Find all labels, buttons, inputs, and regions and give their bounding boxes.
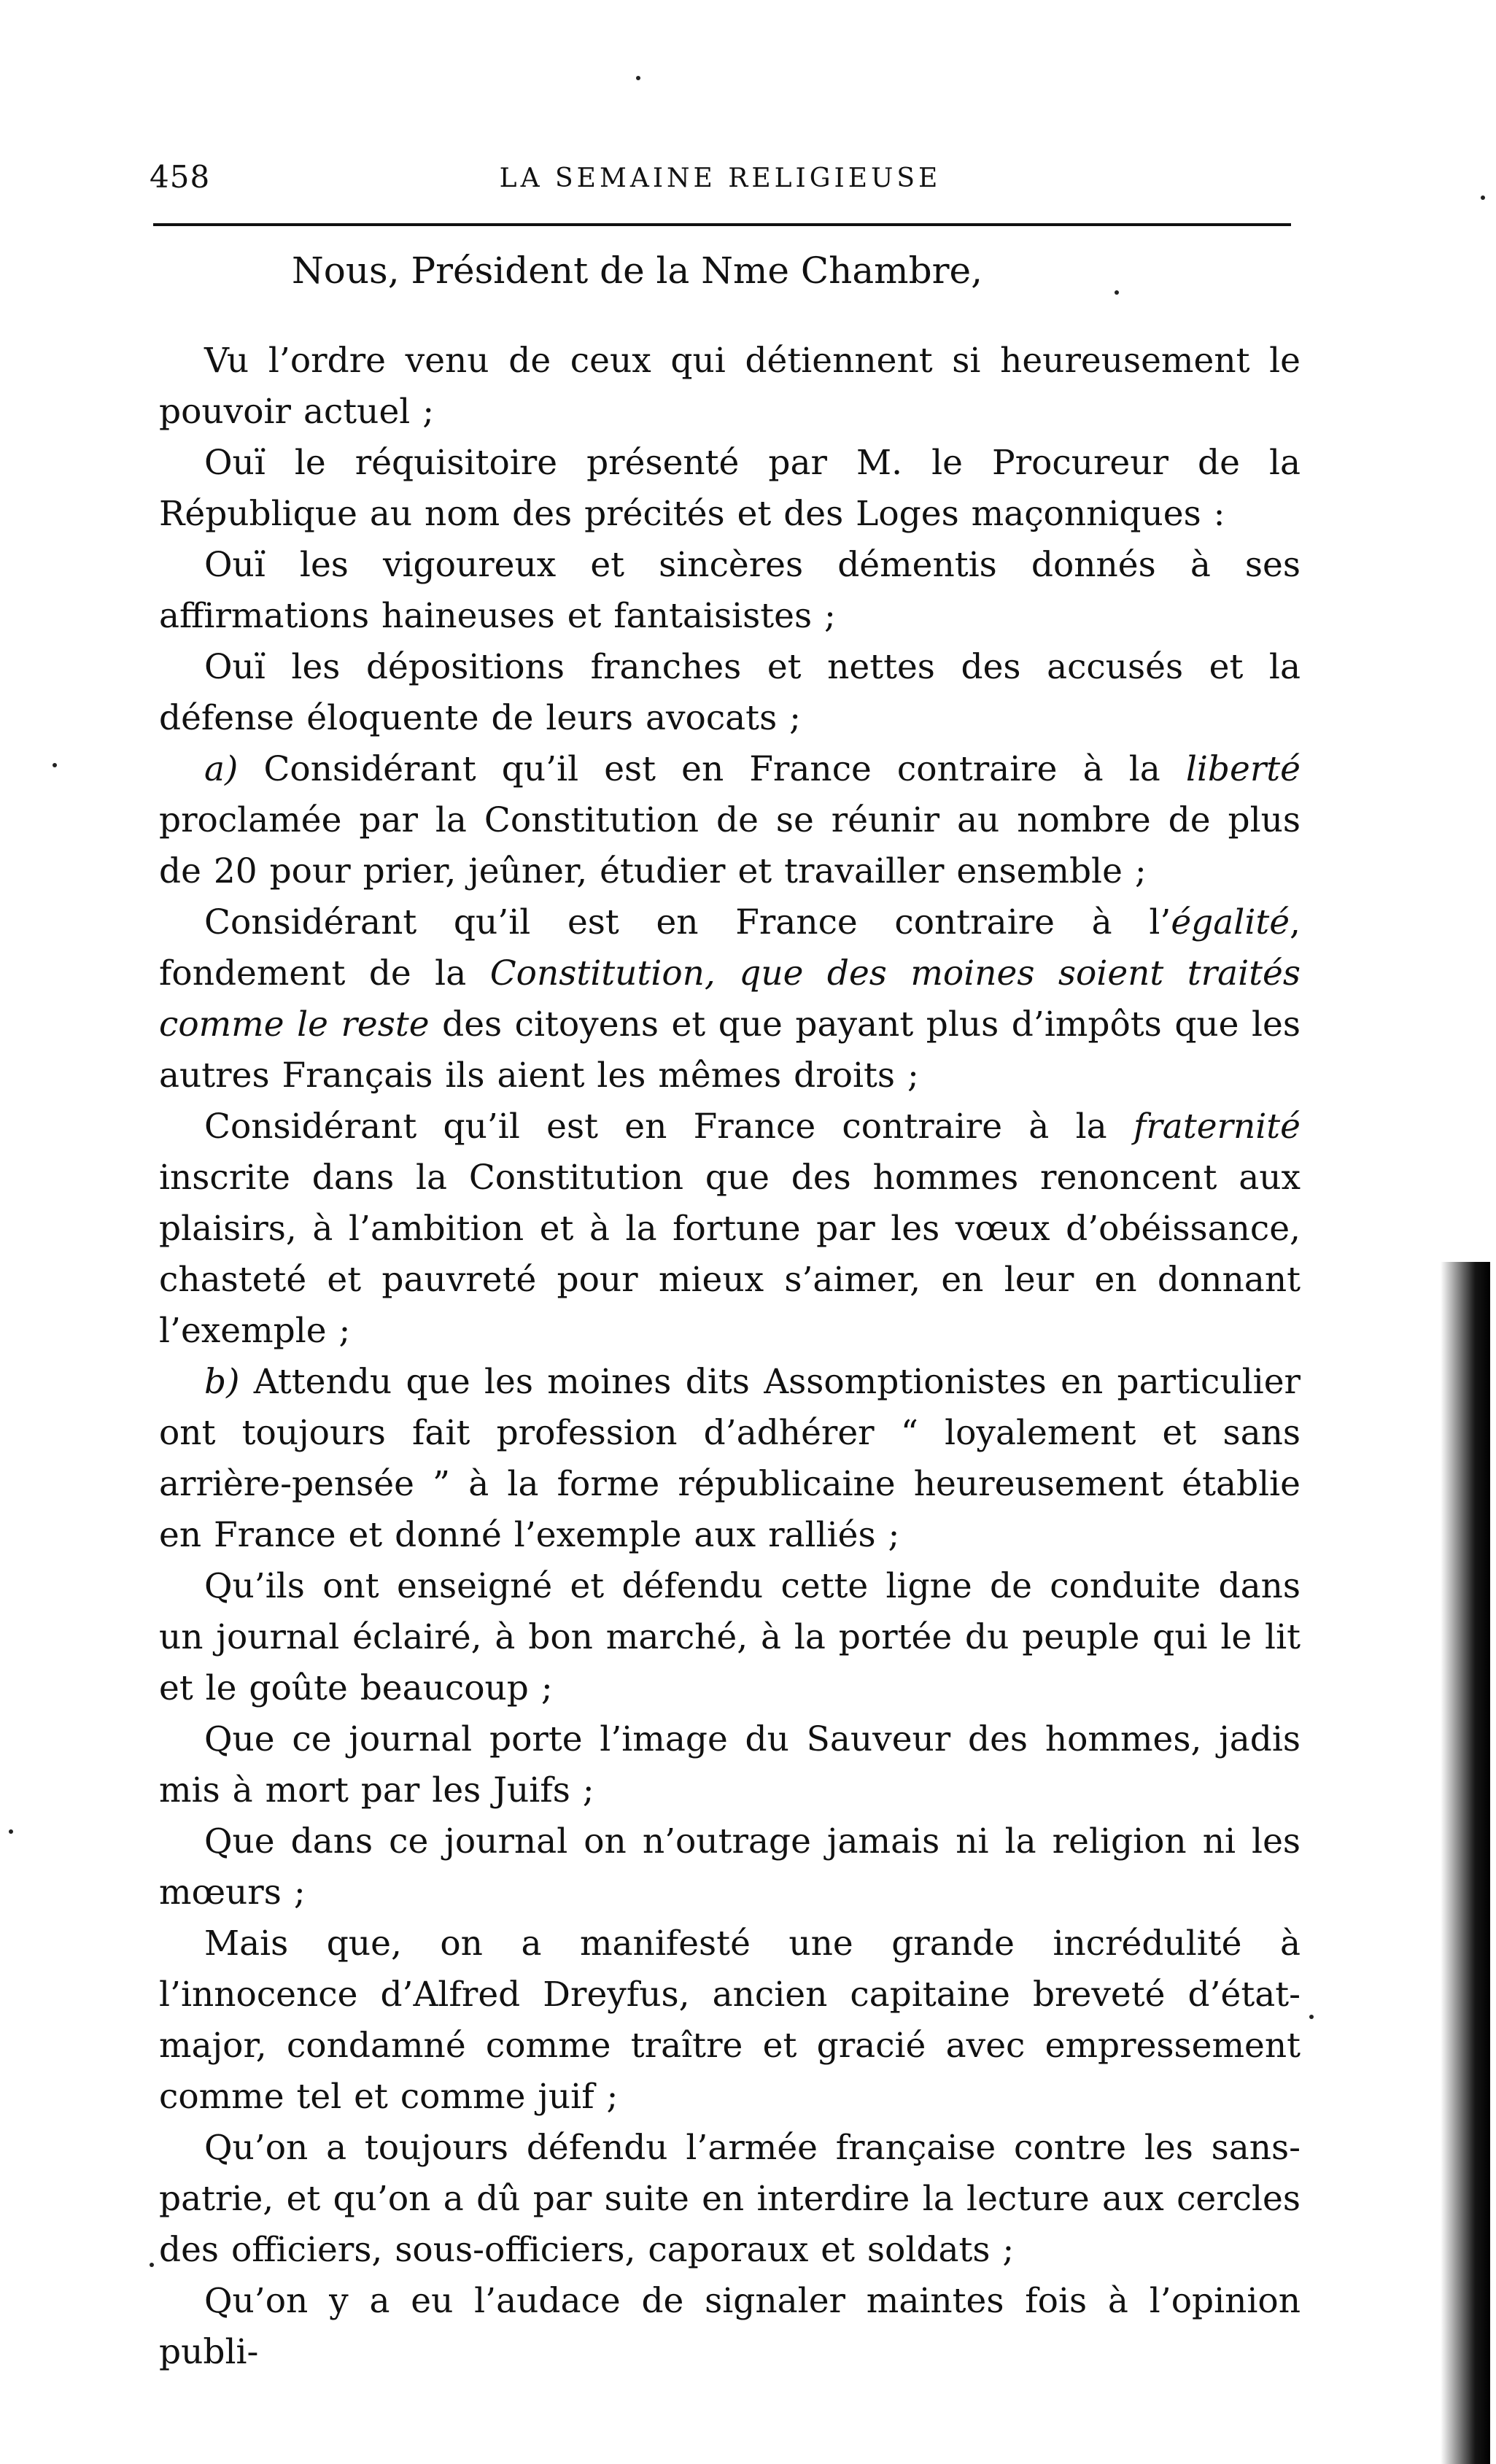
paragraph-text: inscrite dans la Constitution que des hommes renoncent aux plaisirs, à l’ambition et à la fortune par les vœux d’obéissance, chasteté et pauvreté pour mieux s’aimer, en leur en donnant l’exemple ;	[159, 1158, 1301, 1351]
emphasis: liberté	[1185, 749, 1301, 789]
scan-speck	[9, 1829, 13, 1834]
paragraph-text: Considérant qu’il est en France contraire à l’	[204, 902, 1171, 942]
paragraph: Que ce journal porte l’image du Sauveur des hommes, jadis mis à mort par les Juifs ;	[159, 1719, 1301, 1810]
emphasis: égalité	[1171, 902, 1290, 942]
paragraph	[159, 1357, 1301, 1561]
paragraph: Qu’on a toujours défendu l’armée française contre les sans-patrie, et qu’on a dû par suite en interdire la lecture aux cercles des officiers, sous-officiers, caporaux et soldats ;	[159, 2128, 1301, 2270]
paragraph	[159, 744, 1301, 897]
body-text	[159, 336, 1301, 2378]
running-title: LA SEMAINE RELIGIEUSE	[499, 163, 942, 193]
paragraph	[159, 1101, 1301, 1357]
paragraph-text: Attendu que les moines dits Assomptionistes en particulier ont toujours fait profession d’adhérer “ loyalement et sans arrière-pensée ” à la forme républicaine heureusement établie en France et donné l’exemple aux ralliés ;	[159, 1362, 1301, 1555]
scan-speck	[636, 76, 640, 80]
emphasis: Constitution, que des moines soient traités comme le reste	[159, 953, 1301, 1045]
paragraph	[159, 897, 1301, 1101]
scan-speck	[1115, 290, 1119, 295]
emphasis: fraternité	[1133, 1107, 1301, 1147]
paragraph: Que dans ce journal on n’outrage jamais ni la religion ni les mœurs ;	[159, 1821, 1301, 1913]
header-rule	[153, 223, 1291, 226]
paragraph: Ouï les vigoureux et sincères démentis donnés à ses affirmations haineuses et fantaisistes ;	[159, 545, 1301, 636]
paragraph: Mais que, on a manifesté une grande incrédulité à l’innocence d’Alfred Dreyfus, ancien capitaine breveté d’état-major, condamné comme traître et gracié avec empressement comme tel et comme juif ;	[159, 1923, 1301, 2117]
scan-speck	[53, 763, 57, 767]
scan-speck	[1481, 195, 1485, 200]
page-header	[150, 159, 1291, 210]
section-marker: b)	[204, 1362, 240, 1402]
paragraph-text: Considérant qu’il est en France contraire à la	[238, 749, 1186, 789]
paragraph: Ouï les dépositions franches et nettes des accusés et la défense éloquente de leurs avocats ;	[159, 647, 1301, 738]
paragraph: Qu’ils ont enseigné et défendu cette ligne de conduite dans un journal éclairé, à bon marché, à la portée du peuple qui le lit et le goûte beaucoup ;	[159, 1566, 1301, 1708]
paragraph-text: des citoyens et que payant plus d’impôts que les autres Français ils aient les mêmes droits ;	[159, 1004, 1301, 1096]
page-number: 458	[150, 159, 211, 195]
decree-heading: Nous, Président de la Nme Chambre,	[292, 249, 983, 292]
scan-speck	[150, 2263, 154, 2267]
scan-speck	[1309, 2015, 1314, 2019]
paragraph: Vu l’ordre venu de ceux qui détiennent si heureusement le pouvoir actuel ;	[159, 341, 1301, 432]
paragraph-text: , fondement de la	[159, 902, 1301, 993]
section-marker: a)	[204, 749, 239, 789]
scan-page-edge	[1441, 1262, 1490, 2464]
paragraph-text: Considérant qu’il est en France contraire à la	[204, 1107, 1133, 1147]
paragraph: Ouï le réquisitoire présenté par M. le Procureur de la République au nom des précités et des Loges maçonniques :	[159, 443, 1301, 534]
paragraph: Qu’on y a eu l’audace de signaler maintes fois à l’opinion publi-	[159, 2281, 1301, 2372]
paragraph-text: proclamée par la Constitution de se réunir au nombre de plus de 20 pour prier, jeûner, étudier et travailler ensemble ;	[159, 800, 1301, 891]
